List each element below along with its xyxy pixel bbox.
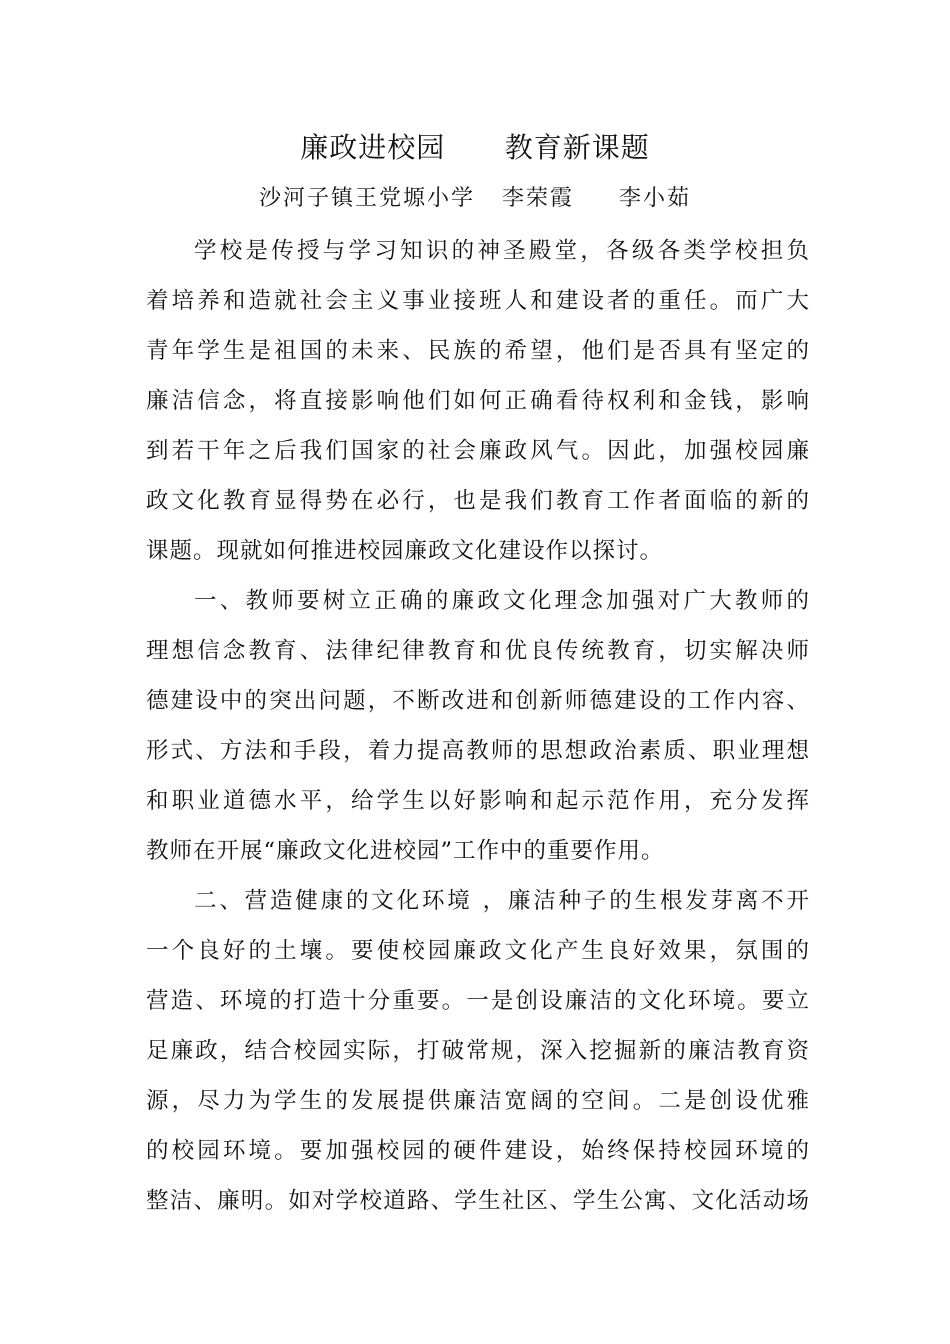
paragraph-line: 形式、方法和手段，着力提高教师的思想政治素质、职业理想: [146, 738, 810, 764]
paragraph-line: 整洁、廉明。如对学校道路、学生社区、学生公寓、文化活动场: [146, 1188, 810, 1214]
paragraph-line: 营造、环境的打造十分重要。一是创设廉洁的文化环境。要立: [146, 988, 810, 1014]
paragraph-line: 源，尽力为学生的发展提供廉洁宽阔的空间。二是创设优雅: [146, 1088, 810, 1114]
paragraph-environment: [146, 876, 810, 1226]
document-title: 廉政进校园 教育新课题: [300, 131, 650, 164]
paragraph-line: 廉洁信念，将直接影响他们如何正确看待权利和金钱，影响: [146, 388, 810, 414]
paragraph-line: 理想信念教育、法律纪律教育和优良传统教育，切实解决师: [146, 638, 810, 664]
paragraph-line: 一个良好的土壤。要使校园廉政文化产生良好效果，氛围的: [146, 938, 810, 964]
paragraph-line: 和职业道德水平，给学生以好影响和起示范作用，充分发挥: [146, 788, 810, 814]
paragraph-line: 着培养和造就社会主义事业接班人和建设者的重任。而广大: [146, 288, 810, 314]
document-byline: 沙河子镇王党塬小学 李荣霞 李小茹: [259, 186, 691, 211]
paragraph-line: 政文化教育显得势在必行，也是我们教育工作者面临的新的: [146, 488, 810, 514]
paragraph-line: 课题。现就如何推进校园廉政文化建设作以探讨。: [146, 538, 664, 564]
paragraph-line: 学校是传授与学习知识的神圣殿堂，各级各类学校担负: [194, 238, 810, 264]
paragraph-line: 到若干年之后我们国家的社会廉政风气。因此，加强校园廉: [146, 438, 810, 464]
paragraph-teachers: [146, 576, 810, 876]
paragraph-line: 足廉政，结合校园实际，打破常规，深入挖掘新的廉洁教育资: [146, 1038, 810, 1064]
paragraph-line: 二、营造健康的文化环境 ，廉洁种子的生根发芽离不开: [194, 888, 810, 914]
paragraph-line: 的校园环境。要加强校园的硬件建设，始终保持校园环境的: [146, 1138, 810, 1164]
paragraph-line: 青年学生是祖国的未来、民族的希望，他们是否具有坚定的: [146, 338, 810, 364]
document-body: [146, 226, 810, 1226]
paragraph-line: 教师在开展“廉政文化进校园”工作中的重要作用。: [146, 838, 665, 864]
paragraph-intro: [146, 226, 810, 576]
paragraph-line: 德建设中的突出问题，不断改进和创新师德建设的工作内容、: [146, 688, 810, 714]
paragraph-line: 一、教师要树立正确的廉政文化理念加强对广大教师的: [194, 588, 810, 614]
